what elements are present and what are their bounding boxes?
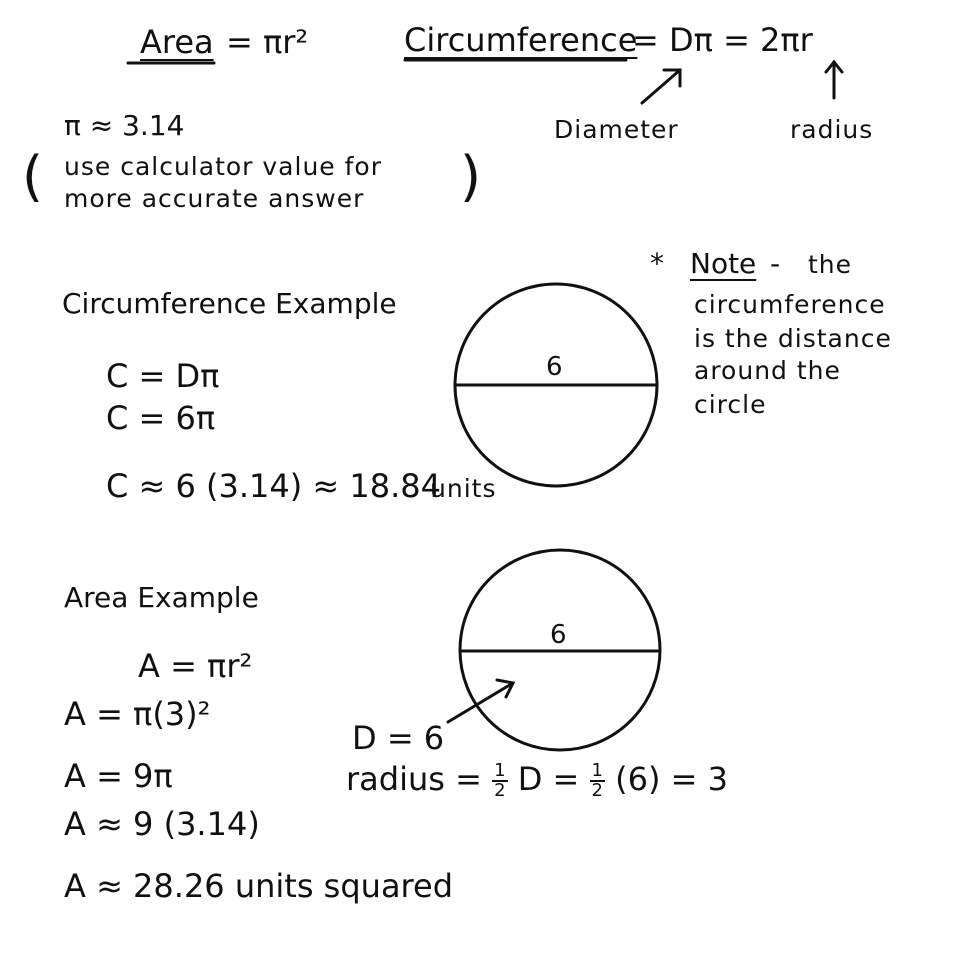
note-line2: circumference [694, 290, 886, 319]
radius-calc-prefix: radius = [346, 760, 482, 798]
fraction-numerator: 1 [494, 760, 506, 781]
area-formula-rhs: = πr² [226, 23, 309, 61]
area-step4: A ≈ 9 (3.14) [64, 805, 260, 843]
area-diameter-value: 6 [550, 620, 567, 650]
area-step5: A ≈ 28.26 units squared [64, 867, 453, 905]
note-line3: is the distance [694, 324, 892, 353]
area-step1: A = πr² [138, 647, 253, 685]
note-line1: the [808, 250, 853, 279]
radius-calc-end: (6) = 3 [615, 760, 728, 798]
area-formula-label: Area [140, 23, 214, 61]
circumference-example-title: Circumference Example [62, 287, 397, 320]
open-paren: ( [22, 145, 44, 208]
note-dash: - [770, 247, 781, 280]
diameter-label: Diameter [554, 115, 679, 144]
circ-step3: C ≈ 6 (3.14) ≈ 18.84 [106, 467, 442, 505]
area-step3: A = 9π [64, 757, 173, 795]
pi-note-line2: more accurate answer [64, 184, 365, 213]
fraction-denominator: 2 [494, 780, 506, 801]
half-fraction-2 [590, 762, 605, 800]
circumference-formula-label: Circumference [404, 21, 638, 59]
radius-calc-mid: D = [517, 760, 580, 798]
area-example-title: Area Example [64, 581, 259, 614]
circ-units: units [430, 474, 497, 503]
d-equals-label: D = 6 [352, 719, 445, 757]
diameter-arrow-shaft [642, 70, 680, 103]
fraction-numerator: 1 [591, 760, 603, 781]
area-step2: A = π(3)² [64, 695, 211, 733]
d-arrow-shaft [448, 683, 513, 722]
note-line4: around the [694, 356, 841, 385]
radius-label: radius [790, 115, 874, 144]
pi-note-line1: use calculator value for [64, 152, 382, 181]
half-fraction-1 [492, 762, 507, 800]
fraction-denominator: 2 [591, 780, 603, 801]
circumference-formula-rhs: = Dπ = 2πr [632, 21, 813, 59]
radius-calculation [346, 762, 728, 800]
close-paren: ) [460, 145, 482, 208]
pi-approximation: π ≈ 3.14 [64, 109, 185, 142]
circ-step2: C = 6π [106, 399, 216, 437]
note-label: Note [690, 247, 757, 280]
note-line5: circle [694, 390, 767, 419]
note-star: * [650, 247, 664, 280]
circ-diameter-value: 6 [546, 352, 563, 382]
circ-step1: C = Dπ [106, 357, 220, 395]
